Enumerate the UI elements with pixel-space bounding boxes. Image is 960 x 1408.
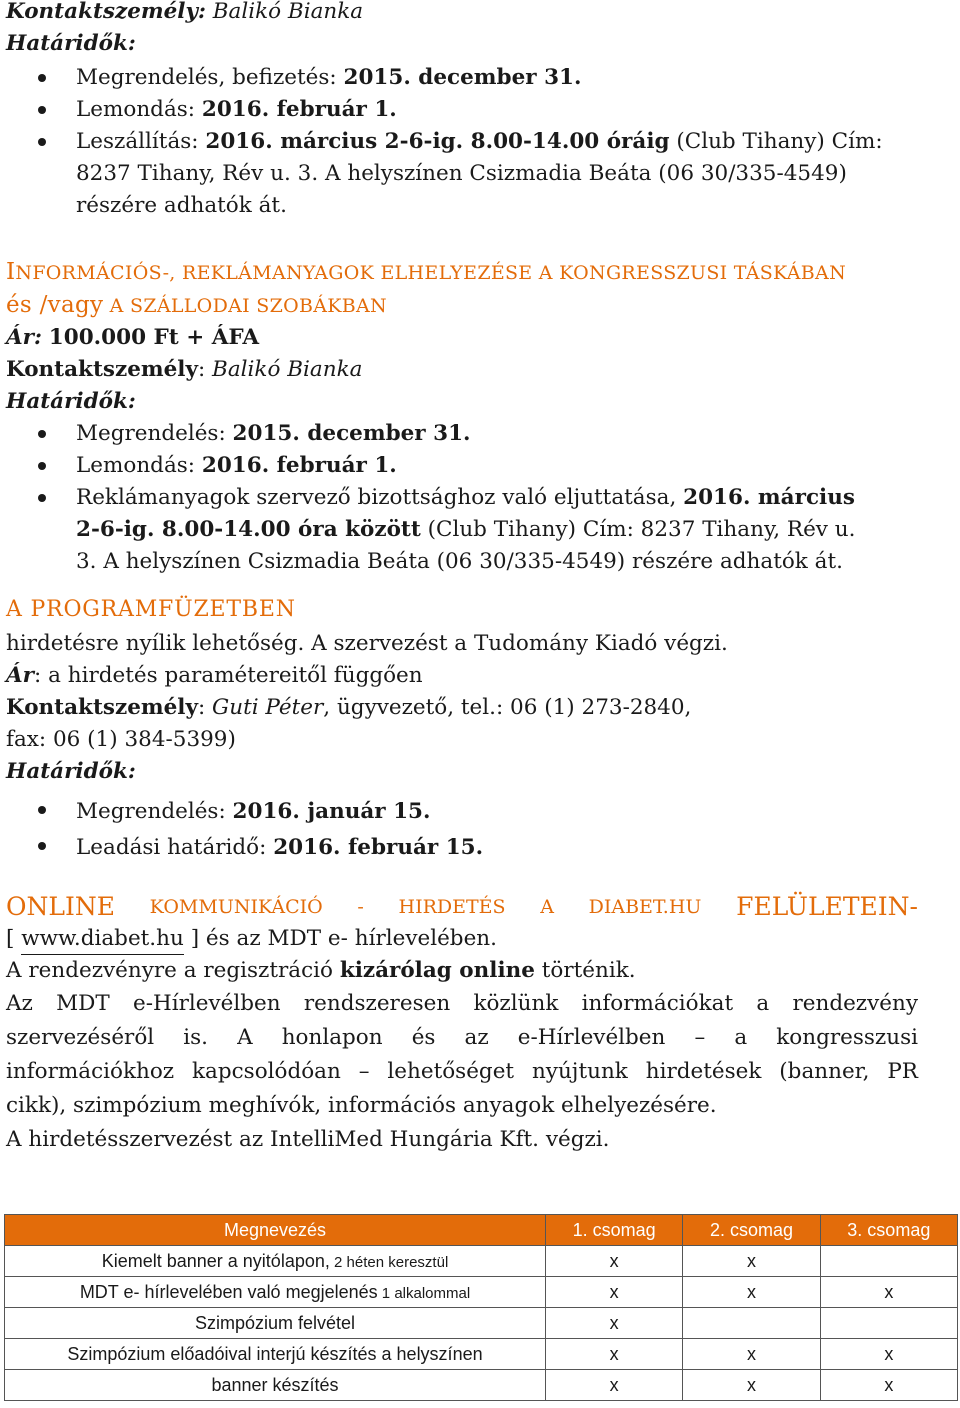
section-heading-program-booklet: A PROGRAMFÜZETBEN xyxy=(6,597,296,622)
table-row: MDT e- hírlevelében való megjelenés 1 alkalommal x x x xyxy=(5,1277,958,1308)
list-item: Megrendelés: 2016. január 15. xyxy=(6,794,918,830)
price-line: Ár: 100.000 Ft + ÁFA xyxy=(6,325,260,350)
paragraph-line: információkhoz kapcsolódóan – lehetőséget nyújtunk hirdetések (banner, PR xyxy=(6,1059,918,1084)
fax-line: fax: 06 (1) 384-5399) xyxy=(6,727,236,752)
section-heading-info-materials: INFORMÁCIÓS-, REKLÁMANYAGOK ELHELYEZÉSE A KONGRESSZUSI TÁSKÁBAN xyxy=(6,259,847,285)
list-item: Reklámanyagok szervező bizottsághoz való eljuttatása, 2016. március 2-6-ig. 8.00-14.00 óra között (Club Tihany) Cím: 8237 Tihany, Rév u. 3. A helyszínen Csizmadia Beáta (06 30/335-4549) részére adhatók át. xyxy=(6,482,918,578)
document-page xyxy=(6,0,918,1157)
header-package-2: 2. csomag xyxy=(683,1215,820,1246)
section-heading-online: ONLINE KOMMUNIKÁCIÓ - HIRDETÉS A DIABET.HU FELÜLETEIN- xyxy=(6,892,918,921)
table-row: Szimpózium előadóival interjú készítés a helyszínen x x x xyxy=(5,1339,958,1370)
contact-line: Kontaktszemély: Balikó Bianka xyxy=(6,357,363,382)
price-line: Ár: a hirdetés paramétereitől függően xyxy=(6,663,423,688)
deadlines-label: Határidők: xyxy=(6,389,136,414)
table-row: banner készítés x x x xyxy=(5,1370,958,1401)
table-header-row xyxy=(5,1215,958,1246)
header-package-3: 3. csomag xyxy=(820,1215,957,1246)
deadline-list xyxy=(6,418,918,578)
deadline-list xyxy=(6,62,918,222)
list-item: Megrendelés, befizetés: 2015. december 31. xyxy=(6,62,918,94)
header-package-1: 1. csomag xyxy=(546,1215,683,1246)
deadlines-label: Határidők: xyxy=(6,31,136,56)
list-item: Leadási határidő: 2016. február 15. xyxy=(6,830,918,866)
deadline-list xyxy=(6,794,918,866)
list-item: Megrendelés: 2015. december 31. xyxy=(6,418,918,450)
paragraph-line: szervezéséről is. A honlapon és az e-Hírlevélben – a kongresszusi xyxy=(6,1025,918,1050)
paragraph-line: Az MDT e-Hírlevélben rendszeresen közlünk információkat a rendezvény xyxy=(6,991,918,1016)
package-table xyxy=(4,1214,958,1401)
list-item: Lemondás: 2016. február 1. xyxy=(6,450,918,482)
list-item: Lemondás: 2016. február 1. xyxy=(6,94,918,126)
section-heading-info-materials-2: és /vagy A SZÁLLODAI SZOBÁKBAN xyxy=(6,292,387,318)
paragraph-line: cikk), szimpózium meghívók, információs anyagok elhelyezésére. xyxy=(6,1093,717,1118)
header-name: Megnevezés xyxy=(5,1215,546,1246)
organizer-line: A hirdetésszervezést az IntelliMed Hungária Kft. végzi. xyxy=(6,1127,610,1152)
table-row: Kiemelt banner a nyitólapon, 2 héten keresztül x x xyxy=(5,1246,958,1277)
website-link[interactable]: www.diabet.hu xyxy=(21,924,184,955)
table-row: Szimpózium felvétel x xyxy=(5,1308,958,1339)
contact-line: Kontaktszemély: Guti Péter, ügyvezető, tel.: 06 (1) 273-2840, xyxy=(6,695,692,720)
booklet-line: hirdetésre nyílik lehetőség. A szervezést a Tudomány Kiadó végzi. xyxy=(6,631,728,656)
website-line: [ www.diabet.hu ] és az MDT e- hírlevelében. xyxy=(6,924,918,955)
registration-line: A rendezvényre a regisztráció kizárólag online történik. xyxy=(6,958,636,983)
deadlines-label: Határidők: xyxy=(6,759,136,784)
contact-line: Kontaktszemély: Balikó Bianka xyxy=(6,0,364,24)
list-item: Leszállítás: 2016. március 2-6-ig. 8.00-14.00 óráig (Club Tihany) Cím: 8237 Tihany, Rév u. 3. A helyszínen Csizmadia Beáta (06 30/335-4549) részére adhatók át. xyxy=(6,126,918,222)
